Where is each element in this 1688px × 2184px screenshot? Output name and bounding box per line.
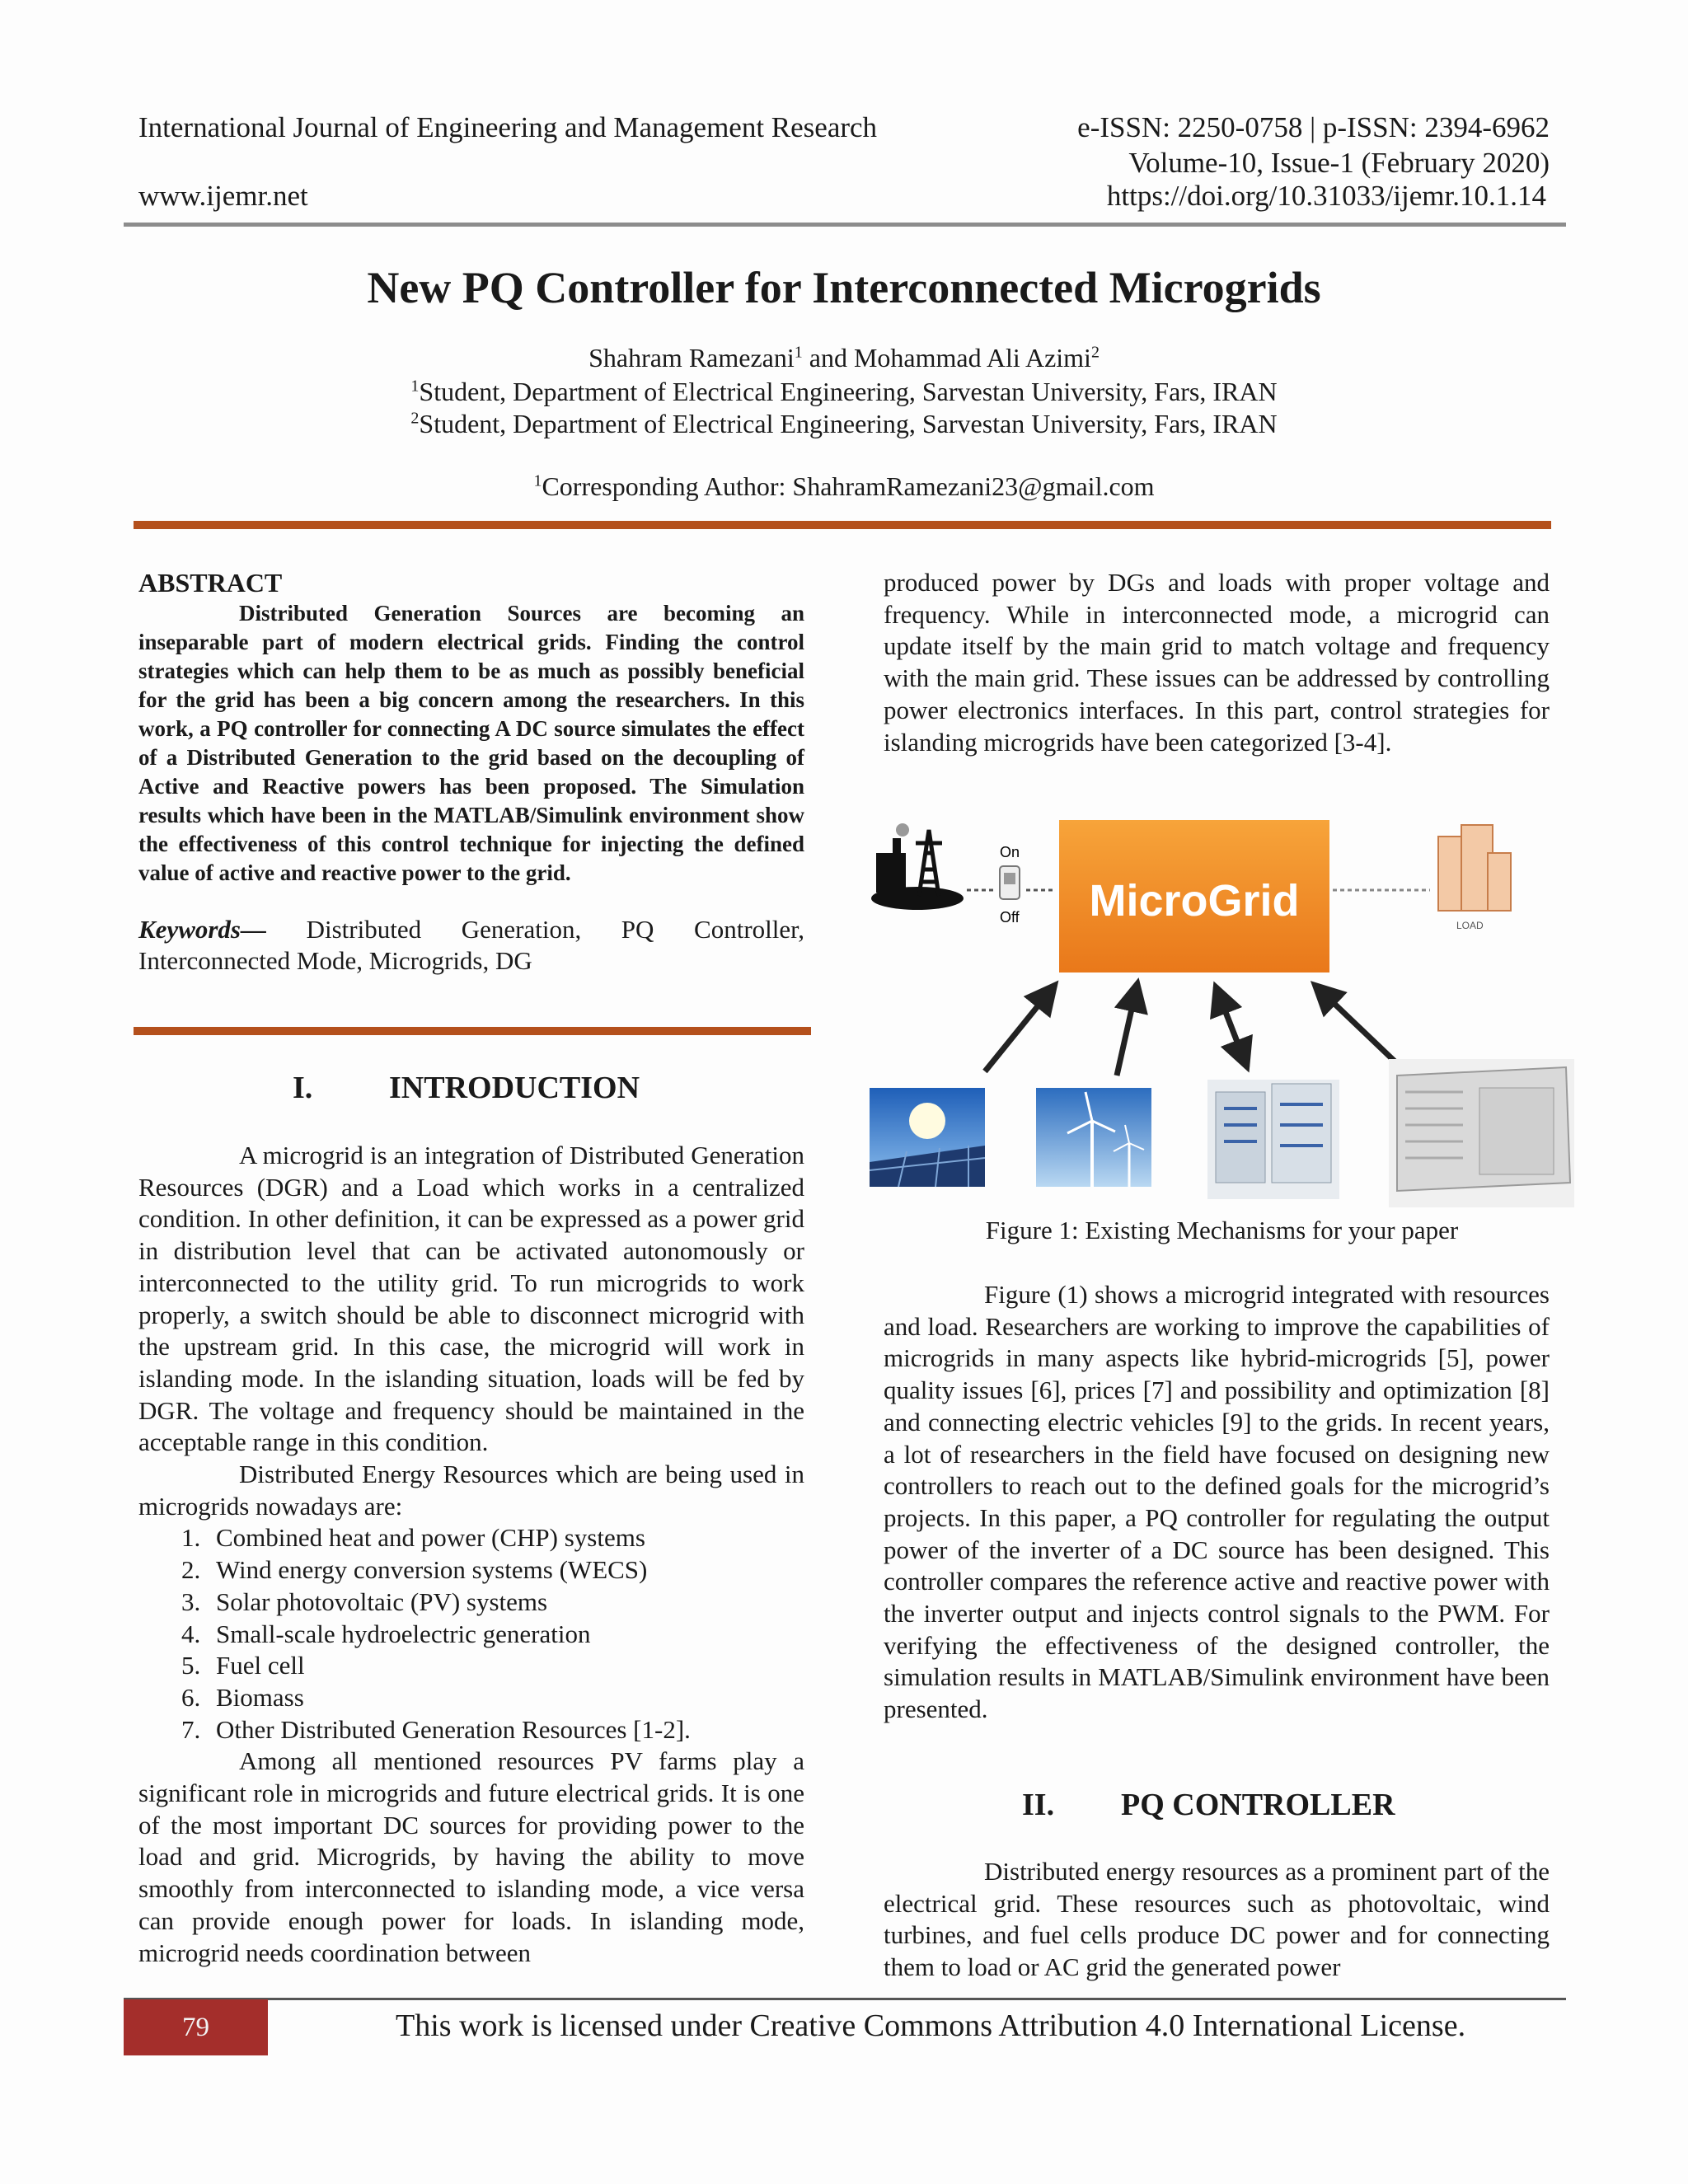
footer-rule (124, 1998, 1566, 2000)
switch-icon (967, 844, 1053, 926)
page-number: 79 (124, 1999, 268, 2055)
paper-title: New PQ Controller for Interconnected Microgrids (367, 263, 1321, 312)
list-item: 7. Other Distributed Generation Resources [1-2]. (181, 1714, 691, 1744)
microgrid-label: MicroGrid (1089, 876, 1300, 926)
abstract-text: Distributed Generation Sources are becoming an inseparable part of modern electrical grids. Finding the control strategies which can help them to be as much as possibly beneficial for the grid has been a big concern among the researchers. In this work, a PQ controller for connecting A DC source simulates the effect of a Distributed Generation to the grid based on the decoupling of Active and Reactive powers has been proposed. The Simulation results which have been in the MATLAB/Simulink environment show the effectiveness of this control technique for injecting the defined value of active and reactive power to the grid. (138, 600, 804, 885)
section-1-number: I. (293, 1071, 313, 1105)
load-building-icon (1333, 825, 1511, 931)
volume: Volume-10, Issue-1 (February 2020) (1128, 147, 1550, 179)
title-rule (134, 521, 1551, 529)
abstract-heading: ABSTRACT (138, 568, 283, 598)
connection-arrows (985, 983, 1405, 1076)
list-item: 1. Combined heat and power (CHP) systems (181, 1523, 645, 1553)
abstract-block (138, 567, 804, 977)
section-2-number: II. (1022, 1788, 1055, 1822)
journal-name: International Journal of Engineering and Management Research (138, 111, 878, 143)
list-item: 3. Solar photovoltaic (PV) systems (181, 1586, 548, 1616)
microgrid-figure (870, 820, 1574, 1207)
resources-list (138, 1522, 804, 1746)
intro-paragraph-2: Distributed Energy Resources which are being used in microgrids nowadays are: (138, 1460, 804, 1521)
intro-body (138, 1140, 804, 1969)
abstract-rule (134, 1027, 811, 1035)
list-item: 4. Small-scale hydroelectric generation (181, 1619, 591, 1648)
section-1-heading: INTRODUCTION (389, 1071, 640, 1105)
right-paragraph-2: Figure (1) shows a microgrid integrated with resources and load. Researchers are working to improve the capabilities of microgrids in many aspects like hybrid-microgrids [5], power quality issues [6], prices [7] and possibility and optimization [8] and connecting electric vehicles [9] to the grids. In recent years, a lot of researchers in the field have focused on designing new controllers to reach out to the defined goals for the microgrid’s projects. In this paper, a PQ controller for regulating the output power of the inverter of a DC source has been designed. This controller compares the reference active and reactive power with the inverter output and injects control signals to the PWM. For verifying the effectiveness of the designed controller, the simulation results in MATLAB/Simulink environment have been presented. (884, 1280, 1550, 1724)
switch-off-label: Off (1000, 909, 1020, 926)
generator-image (1389, 1059, 1574, 1207)
power-grid-icon (871, 823, 964, 910)
intro-paragraph-3: Among all mentioned resources PV farms play a significant role in microgrids and future electrical grids. It is one of the most important DC sources for providing power to the load and grid. Microgrids, by having the ability to move smoothly from interconnected to islanding mode, a vice versa can provide enough power for loads. In islanding mode, microgrid needs coordination between (138, 1746, 804, 1967)
list-item: 6. Biomass (181, 1682, 304, 1712)
list-item: 5. Fuel cell (181, 1651, 305, 1680)
keywords: Keywords— Distributed Generation, PQ Controller, Interconnected Mode, Microgrids, DG (138, 914, 804, 976)
section-2-heading: PQ CONTROLLER (1121, 1788, 1395, 1822)
intro-paragraph-1: A microgrid is an integration of Distributed Generation Resources (DGR) and a Load which works in a centralized condition. In other definition, it can be expressed as a power grid in distribution level that can be activated autonomously or interconnected to the utility grid. To run microgrids to work properly, a switch should be able to disconnect microgrid with the upstream grid. In this case, the microgrid will work in islanding mode. In the islanding situation, loads will be fed by DGR. The voltage and frequency should be maintained in the acceptable range in this condition. (138, 1141, 804, 1457)
figure-caption: Figure 1: Existing Mechanisms for your paper (985, 1216, 1459, 1244)
right-paragraph-1: produced power by DGs and loads with proper voltage and frequency. While in interconnected mode, a microgrid can update itself by the main grid to match voltage and frequency with the main grid. These issues can be addressed by controlling power electronics interfaces. In this part, control strategies for islanding microgrids have been categorized [3-4]. (884, 568, 1550, 757)
corresponding-author: $^1$Corresponding Author: ShahramRamezani23@gmail.com (533, 471, 1155, 501)
issn: e-ISSN: 2250-0758 | p-ISSN: 2394-6962 (1077, 111, 1550, 143)
website-link[interactable]: www.ijemr.net (138, 180, 308, 212)
wind-turbine-image (1036, 1088, 1151, 1187)
affiliation-2: $^2$Student, Department of Electrical Engineering, Sarvestan University, Fars, IRAN (410, 409, 1278, 438)
list-item: 2. Wind energy conversion systems (WECS) (181, 1555, 648, 1585)
switch-on-label: On (1000, 844, 1020, 860)
load-label: LOAD (1456, 920, 1484, 931)
doi-link[interactable]: https://doi.org/10.31033/ijemr.10.1.14 (1106, 180, 1546, 212)
authors: Shahram Ramezani$^1$ and Mohammad Ali Azimi$^2$ (588, 343, 1100, 373)
license-text: This work is licensed under Creative Commons Attribution 4.0 International License. (396, 2008, 1466, 2043)
affiliation-1: $^1$Student, Department of Electrical Engineering, Sarvestan University, Fars, IRAN (410, 377, 1278, 406)
header-rule (124, 223, 1566, 227)
right-paragraph-3: Distributed energy resources as a prominent part of the electrical grid. These resources such as photovoltaic, wind turbines, and fuel cells produce DC power and for connecting them to load or AC grid the generated power (884, 1857, 1550, 1982)
solar-panel-image (870, 1088, 985, 1187)
fuel-cell-image (1207, 1080, 1339, 1199)
